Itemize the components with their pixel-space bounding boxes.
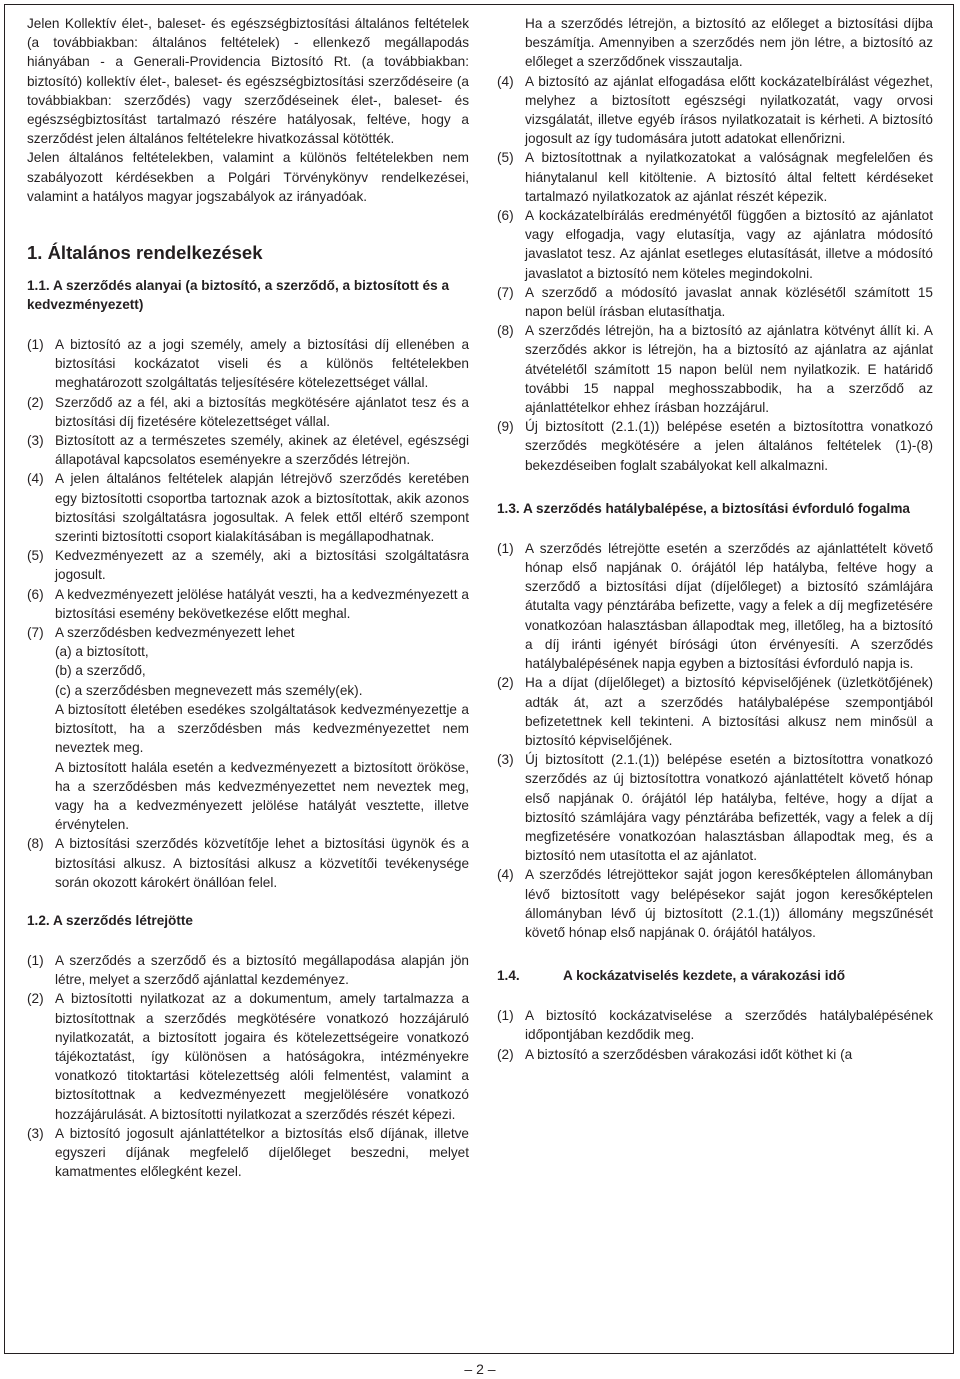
item-number: (2) — [497, 675, 514, 691]
list-item — [27, 469, 469, 546]
item-number: (7) — [27, 625, 44, 641]
item-number: (6) — [27, 586, 44, 602]
list-item — [27, 585, 469, 623]
item-number: (2) — [27, 394, 44, 410]
item-text: A jelen általános feltételek alapján létrejövő szerződés keretében egy biztosítotti csoportba tartoznak azok a biztosítottak, akik azonos biztosítási szolgáltatásra jogosultak. A felek ettől eltérő szempont szerinti biztosítotti csoport kialakításában is megállapodhatnak. — [55, 471, 469, 545]
list-item — [497, 283, 933, 321]
item-text: A biztosító az ajánlat elfogadása előtt kockázatelbírálást végezhet, melyhez a biztosított egészségi nyilatkozatát, vagy orvosi vizsgálatát, illetve egyéb írásos nyilatkozatait is kérheti. A biztosító jogosult az így tudomására jutott adatokat ellenőrizni. — [525, 73, 933, 147]
item-number: (1) — [27, 952, 44, 968]
item-text: A biztosító az a jogi személy, amely a biztosítási díj ellenében a biztosítási kockázatot viseli és a különös feltételekben meghatározott szolgáltatás teljesítésére kötelezettséget vállal. — [55, 337, 469, 391]
intro-paragraph: Jelen általános feltételekben, valamint a különös feltételekben nem szabályozott kérdésekben a Polgári Törvénykönyv rendelkezései, valamint a hatályos magyar jogszabályok az irányadóak. — [27, 150, 469, 204]
item-number: (8) — [27, 836, 44, 852]
list-item — [27, 623, 469, 642]
item-text: A szerződés létrejöttekor saját jogon keresőképtelen állományban lévő biztosított vagy belépésekor saját jogon keresőképtelen állományban lévő új biztosított (2.1.(1)) állomány megszűnését követő hónap első napjának 0. órájától hatályos. — [525, 867, 933, 940]
list-item — [27, 335, 469, 393]
item-number: (7) — [497, 284, 514, 300]
item-text: A szerződés létrejön, ha a biztosító az ajánlatra kötvényt állít ki. A szerződés akkor is létrejön, ha a biztosító az ajánlatra az ajánlat átvételétől számított 15 napon belül nem nyilatkozik. E határidő további 15 nappal meghosszabbodik, ha a szerződő az ajánlattételkor ehhez írásban hozzájárul. — [525, 323, 933, 416]
item-text: A biztosító a szerződésben várakozási időt köthet ki (a — [525, 1046, 853, 1062]
list-item — [27, 546, 469, 584]
item-number: (2) — [497, 1046, 514, 1062]
subsection-heading: 1.3. A szerződés hatálybalépése, a biztosítási évforduló fogalma — [497, 500, 910, 516]
item-number: (3) — [27, 1125, 44, 1141]
item-continuation: A biztosított halála esetén a kedvezményezett a biztosított örököse, ha a szerződésben más kedvezményezettet nem neveztek meg, vagy ha a kedvezményezett jelölése hatályát vesztette, illetve érvénytelen. — [55, 759, 469, 833]
list-item — [27, 834, 469, 892]
list-item — [497, 1045, 933, 1064]
list-item — [27, 989, 469, 1123]
subsection-heading — [497, 966, 933, 985]
item-text: A biztosítottnak a nyilatkozatokat a valóságnak megfelelően és hiánytalanul kell kitöltenie. A biztosító által feltett kérdéseket tartalmazó nyilatkozatok az ajánlat részét képezik. — [525, 150, 933, 204]
item-text: A kockázatelbírálás eredményétől függően a biztosító az ajánlatot vagy elfogadja, vagy elutasítja, vagy az ajánlatra módosító javaslatot tesz. Az ajánlat esetleges elutasítását, illetve a módosító javaslatot a biztosító nem köteles megindokolni. — [525, 208, 933, 281]
item-text: Szerződő az a fél, aki a biztosítás megkötésére ajánlatot tesz és a biztosítási díj fizetésére kötelezettséget vállal. — [55, 394, 469, 429]
item-number: (5) — [27, 548, 44, 564]
item-number: (9) — [497, 419, 514, 435]
list-item — [497, 673, 933, 750]
item-number: (3) — [497, 752, 514, 768]
item-text: A biztosítási szerződés közvetítője lehet a biztosítási ügynök és a biztosítási alkusz. A biztosítási alkusz a közvetítői tevékenysége során okozott károkért önállóan felel. — [55, 836, 469, 890]
item-text: Kedvezményezett az a személy, aki a biztosítási szolgáltatásra jogosult. — [55, 548, 469, 583]
list-item — [497, 1006, 933, 1044]
sub-item: (b) a szerződő, — [55, 663, 146, 679]
sub-item: (a) a biztosított, — [55, 644, 149, 660]
item-text: Ha a díjat (díjelőleget) a biztosító képviselőjének (üzletkötőjének) adták át, azt a szerződés hatálybalépése szempontjából befizetettnek kell tekinteni. A biztosítási alkusz nem minősül a biztosító képviselőjének. — [525, 675, 933, 748]
item-text: Új biztosított (2.1.(1)) belépése esetén a biztosítottra vonatkozó szerződés megkötésére a jelen általános feltételek (1)-(8) bekezdéseiben foglalt szabályokat kell alkalmazni. — [525, 419, 933, 473]
item-text: A szerződésben kedvezményezett lehet — [55, 625, 295, 641]
item-number: (6) — [497, 208, 514, 224]
right-column — [497, 14, 933, 1064]
item-text: A szerződés létrejötte esetén a szerződés az ajánlattételt követő hónap első napjának 0. órájától lép hatályba, feltéve hogy a szerződő a biztosítási díjat (díjelőleget) a biztosító számlájára átutalta vagy pénztárába befizette, vagy a felek a díj megfizetésére vonatkozóan halasztásban állapodtak meg, illetőleg, ha a biztosító a díj iránti igényét bírósági úton érvényesíti. A szerződés hatálybalépésének napja egyben a biztosítási évforduló napja is. — [525, 540, 933, 672]
item-number: (4) — [497, 73, 514, 89]
item-text: A biztosítotti nyilatkozat az a dokumentum, amely tartalmazza a biztosítottnak a szerződés megkötésére vonatkozó hozzájáruló nyilatkozatát, a biztosított jogaira és kötelezettségeire vonatkozó tájékoztatást, így különösen a hatóságokra, intézményekre vonatkozó titoktartási kötelezettség alóli felmentést, valamint a biztosítottnak a kedvezményezett megjelölésére vonatkozó hozzájárulását. A biztosítotti nyilatkozat a szerződés részét képezi. — [55, 991, 469, 1122]
item-text: A szerződés a szerződő és a biztosító megállapodása alapján jön létre, melyet a szerződő ajánlattal kezdeményez. — [55, 952, 469, 988]
list-item — [497, 865, 933, 942]
item-number: (8) — [497, 323, 514, 339]
item-number: (1) — [497, 540, 514, 556]
list-item — [497, 750, 933, 865]
list-item — [497, 539, 933, 673]
item-text: Biztosított az a természetes személy, akinek az életével, egészségi állapotával kapcsolatos eseményekre a szerződés létrejön. — [55, 433, 469, 468]
list-item — [497, 72, 933, 149]
item-number: (3) — [27, 433, 44, 449]
list-item — [497, 148, 933, 206]
item-number: (4) — [27, 471, 44, 487]
left-column — [27, 14, 469, 1181]
item-continuation: A biztosított életében esedékes szolgáltatások kedvezményezettje a biztosított, ha a szerződésben más kedvezményezettet nem neveztek meg. — [55, 701, 469, 756]
item-text: A kedvezményezett jelölése hatályát veszti, ha a kedvezményezett a biztosítási esemény bekövetkezése előtt meghal. — [55, 586, 469, 621]
item-number: (4) — [497, 867, 514, 883]
list-item — [27, 393, 469, 431]
subsection-heading: 1.1. A szerződés alanyai (a biztosító, a szerződő, a biztosított és a kedvezményezett) — [27, 278, 450, 313]
item-text: Új biztosított (2.1.(1)) belépése esetén a biztosítottra vonatkozó szerződés az új biztosítottra vonatkozó ajánlattételt követő hónap első napjának 0. órájától lép hatályba, feltéve, hogy a díjat a biztosító számlájára vagy pénztárába befizették, vagy a felek a díj megfizetésére vonatkozóan halasztásban állapodtak meg, és a biztosító nem utasította el az ajánlatot. — [525, 752, 933, 864]
subsection-title: A kockázatviselés kezdete, a várakozási idő — [563, 968, 846, 984]
item-text: A biztosító jogosult ajánlattételkor a biztosítás első díjának, illetve egyszeri díjának megfelelő díjelőleget beszedni, melyet kamatmentes előlegként kezel. — [55, 1125, 469, 1180]
list-item — [497, 417, 933, 475]
list-item — [497, 321, 933, 417]
list-item — [27, 431, 469, 469]
item-continuation: Ha a szerződés létrejön, a biztosító az előleget a biztosítási díjba beszámítja. Amennyiben a szerződés nem jön létre, a biztosító az előleget a szerződőnek visszautalja. — [525, 16, 933, 70]
intro-paragraph: Jelen Kollektív élet-, baleset- és egészségbiztosítási általános feltételek (a továbbiakban: általános feltételek) - ellenkező megállapodás hiányában - a Generali-Providencia Biztosító Rt. (a továbbiakban: biztosító) kollektív élet-, baleset- és egészségbiztosítási szerződéseire (a továbbiakban: szerződés) vagy szerződéseinek élet-, baleset- és egészségbiztosítást tartalmazó részére hatályosak, feltéve, hogy a szerződést jelen általános feltételekre hivatkozással kötötték. — [27, 16, 469, 147]
item-number: (5) — [497, 150, 514, 166]
list-item — [27, 951, 469, 989]
section-heading: 1. Általános rendelkezések — [27, 242, 263, 264]
sub-item: (c) a szerződésben megnevezett más személy(ek). — [55, 682, 363, 698]
item-number: (1) — [27, 337, 44, 353]
subsection-number: 1.4. — [497, 968, 520, 984]
list-item — [27, 1124, 469, 1182]
item-text: A szerződő a módosító javaslat annak közlésétől számított 15 napon belül írásban elutasíthatja. — [525, 284, 933, 320]
item-text: A biztosító kockázatviselése a szerződés hatálybalépésének időpontjában kezdődik meg. — [525, 1008, 933, 1043]
list-item — [497, 206, 933, 283]
item-number: (2) — [27, 991, 44, 1007]
subsection-heading: 1.2. A szerződés létrejötte — [27, 912, 193, 928]
item-number: (1) — [497, 1008, 514, 1024]
page-number: – 2 – — [464, 1361, 496, 1377]
